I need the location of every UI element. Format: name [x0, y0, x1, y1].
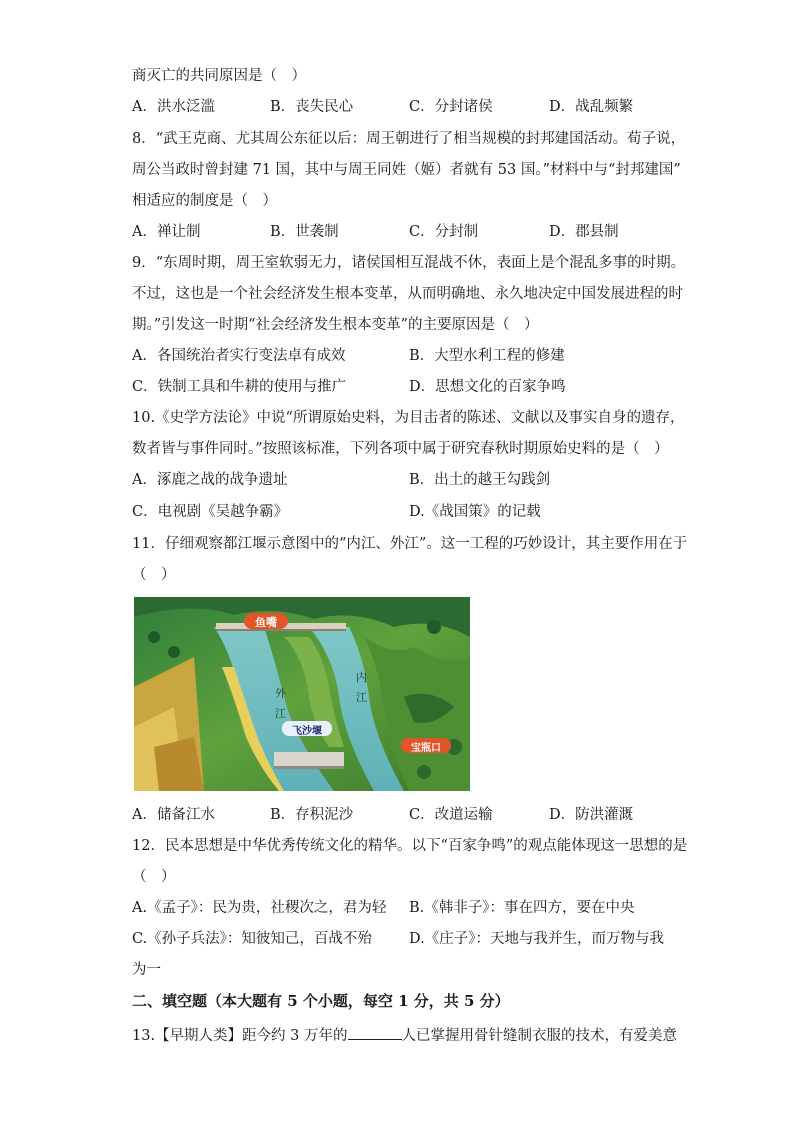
q13-stem-after: 人已掌握用骨针缝制衣服的技术，有爱美意 [401, 1028, 678, 1044]
q9-stem-line-1: 9．“东周时期，周王室软弱无力，诸侯国相互混战不休，表面上是个混乱多事的时期。 [132, 255, 686, 271]
q8-option-a: A．禅让制 [132, 224, 201, 240]
q12-option-b: B.《韩非子》：事在四方，要在中央 [409, 900, 635, 916]
q8-stem-line-1: 8．“武王克商、尤其周公东征以后：周王朝进行了相当规模的封邦建国活动。荀子说， [132, 131, 686, 147]
q10-stem-line-2: 数者皆与事件同时。”按照该标准，下列各项中属于研究春秋时期原始史料的是（ ） [132, 441, 669, 457]
q10-option-b: B．出土的越王勾践剑 [409, 472, 551, 488]
q7-option-b: B．丧失民心 [270, 99, 354, 115]
q9-option-a: A．各国统治者实行变法卓有成效 [132, 348, 346, 364]
baopingkou-label: 宝瓶口 [411, 743, 441, 754]
q12-option-d-continuation: 为一 [132, 962, 161, 978]
q9-option-c: C．铁制工具和牛耕的使用与推广 [132, 379, 347, 395]
q10-option-c: C．电视剧《吴越争霸》 [132, 504, 289, 520]
dujiangyan-map [134, 597, 470, 791]
q7-stem: 商灭亡的共同原因是（ ） [132, 68, 306, 84]
q11-stem-line-2: （ ） [132, 567, 176, 583]
q8-option-d: D．郡县制 [549, 224, 619, 240]
q9-stem-line-2: 不过，这也是一个社会经济发生根本变革，从而明确地、永久地决定中国发展进程的时 [132, 286, 683, 302]
section-heading: 二、填空题（本大题有 5 个小题，每空 1 分，共 5 分） [132, 992, 510, 1010]
q13-stem-before: 13.【早期人类】距今约 3 万年的 [132, 1028, 348, 1044]
q12-option-a: A.《孟子》：民为贵，社稷次之，君为轻 [132, 900, 387, 916]
dujiangyan-illustration [134, 597, 470, 791]
q12-option-d: D.《庄子》：天地与我并生，而万物与我 [409, 931, 664, 947]
q9-option-d: D．思想文化的百家争鸣 [409, 379, 566, 395]
q9-option-b: B．大型水利工程的修建 [409, 348, 565, 364]
q12-stem-line-2: （ ） [132, 869, 176, 885]
q10-option-d: D.《战国策》的记载 [409, 504, 541, 520]
q13-stem [132, 1025, 677, 1046]
q11-option-a: A．储备江水 [132, 807, 215, 823]
q10-option-a: A．涿鹿之战的战争遗址 [132, 472, 288, 488]
q8-stem-line-2: 周公当政时曾封建 71 国，其中与周王同姓（姬）者就有 53 国。”材料中与“封邦建国” [132, 162, 681, 178]
waijiang-label-1: 外 [275, 687, 286, 700]
q13-answer-blank[interactable] [348, 1025, 402, 1040]
feishayan-label: 飞沙堰 [292, 726, 322, 737]
q10-stem-line-1: 10.《史学方法论》中说“所谓原始史料，为目击者的陈述、文献以及事实自身的遗存， [132, 410, 685, 426]
yuzui-label: 鱼嘴 [255, 616, 277, 629]
q8-option-c: C．分封制 [409, 224, 479, 240]
q11-stem-line-1: 11．仔细观察都江堰示意图中的“内江、外江”。这一工程的巧妙设计，其主要作用在于 [132, 536, 688, 552]
q12-stem-line-1: 12．民本思想是中华优秀传统文化的精华。以下“百家争鸣”的观点能体现这一思想的是 [132, 838, 688, 854]
q7-option-c: C．分封诸侯 [409, 99, 493, 115]
waijiang-label-2: 江 [275, 707, 286, 720]
q11-option-c: C．改道运输 [409, 807, 493, 823]
q9-stem-line-3: 期。”引发这一时期“社会经济发生根本变革”的主要原因是（ ） [132, 317, 539, 333]
q11-option-d: D．防洪灌溉 [549, 807, 634, 823]
q7-option-a: A．洪水泛滥 [132, 99, 215, 115]
q8-stem-line-3: 相适应的制度是（ ） [132, 193, 277, 209]
neijiang-label-2: 江 [356, 691, 367, 704]
q12-option-c: C.《孙子兵法》：知彼知己，百战不殆 [132, 931, 372, 947]
neijiang-label-1: 内 [356, 671, 367, 684]
q11-option-b: B．存积泥沙 [270, 807, 354, 823]
q7-option-d: D．战乱频繁 [549, 99, 634, 115]
q8-option-b: B．世袭制 [270, 224, 339, 240]
